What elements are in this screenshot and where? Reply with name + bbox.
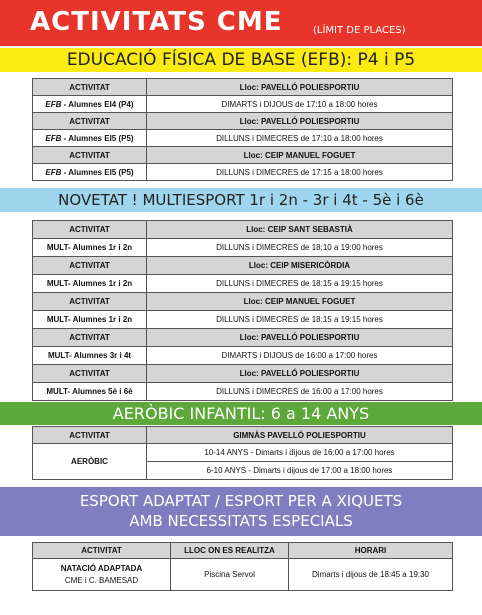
schedule-cell: DILLUNS i DIMECRES de 17:10 a 18:00 hores (147, 130, 453, 147)
page-subtitle: (LÍMIT DE PLACES) (313, 25, 406, 36)
activity-cell (33, 164, 147, 181)
activity-cell (33, 130, 147, 147)
adapted-header-schedule: HORARI (289, 543, 453, 559)
activity-prefix: EFB (45, 133, 62, 143)
header-activity: ACTIVITAT (33, 293, 147, 311)
adapted-schedule: Dimarts i dijous de 18:45 a 19:30 (289, 559, 453, 591)
activity-cell (33, 383, 147, 401)
adapted-table (32, 542, 453, 591)
activity-label: MULT- Alumnes 1r i 2n (46, 315, 133, 324)
adapted-activity-line2: CME i C. BAMESAD (64, 576, 139, 585)
schedule-cell: DIMARTS i DIJOUS de 17:10 a 18:00 hores (147, 96, 453, 113)
schedule-cell: DILLUNS i DIMECRES de 18:15 a 19:15 hores (147, 311, 453, 329)
header-location: Lloc: CEIP MANUEL FOGUET (147, 293, 453, 311)
top-banner (0, 0, 482, 46)
table-header-row (33, 257, 453, 275)
table-row (33, 130, 453, 147)
schedule-cell: DILLUNS i DIMECRES de 16:00 a 17:00 hores (147, 383, 453, 401)
table-header-row (33, 221, 453, 239)
table-row (33, 347, 453, 365)
adapted-header-activity: ACTIVITAT (33, 543, 171, 559)
header-location: Lloc: CEIP SANT SEBASTIÀ (147, 221, 453, 239)
aerobic-activity: AERÒBIC (33, 444, 147, 480)
header-location: Lloc: PAVELLÓ POLIESPORTIU (147, 79, 453, 96)
aerobic-heading: AERÒBIC INFANTIL: 6 a 14 ANYS (0, 402, 482, 425)
schedule-cell: DIMARTS i DIJOUS de 16:00 a 17:00 hores (147, 347, 453, 365)
table-header-row (33, 147, 453, 164)
header-activity: ACTIVITAT (33, 147, 147, 164)
table-row (33, 239, 453, 257)
activity-prefix: EFB (45, 167, 62, 177)
activity-label: MULT- Alumnes 5è i 6è (46, 387, 133, 396)
page-title: ACTIVITATS CME (30, 7, 283, 37)
header-activity: ACTIVITAT (33, 221, 147, 239)
header-activity: ACTIVITAT (33, 113, 147, 130)
header-location: Lloc: PAVELLÓ POLIESPORTIU (147, 365, 453, 383)
schedule-cell: DILLUNS i DIMECRES de 18:10 a 19:00 hores (147, 239, 453, 257)
aerobic-header-location: GIMNÀS PAVELLÓ POLIESPORTIU (147, 427, 453, 444)
aerobic-slot: 10-14 ANYS - Dimarts i dijous de 16:00 a 17:00 hores (147, 444, 453, 462)
activity-label: - Alumnes EI5 (P5) (61, 167, 134, 177)
header-activity: ACTIVITAT (33, 79, 147, 96)
header-activity: ACTIVITAT (33, 329, 147, 347)
table-row (33, 311, 453, 329)
activity-cell (33, 347, 147, 365)
header-activity: ACTIVITAT (33, 257, 147, 275)
schedule-cell: DILLUNS i DIMECRES de 18:15 a 19:15 hores (147, 275, 453, 293)
efb-heading: EDUCACIÓ FÍSICA DE BASE (EFB): P4 i P5 (0, 48, 482, 72)
activity-cell (33, 275, 147, 293)
aerobic-header-activity: ACTIVITAT (33, 427, 147, 444)
activity-label: MULT- Alumnes 1r i 2n (46, 243, 133, 252)
table-header-row (33, 79, 453, 96)
table-row (33, 383, 453, 401)
header-location: Lloc: CEIP MANUEL FOGUET (147, 147, 453, 164)
activity-cell (33, 311, 147, 329)
table-row (33, 164, 453, 181)
header-location: Lloc: PAVELLÓ POLIESPORTIU (147, 113, 453, 130)
table-row (33, 96, 453, 113)
activity-prefix: EFB (45, 99, 62, 109)
activity-cell (33, 96, 147, 113)
adapted-activity-line1: NATACIÓ ADAPTADA (60, 564, 143, 573)
aerobic-slot: 6-10 ANYS - Dimarts i dijous de 17:00 a 18:00 hores (147, 462, 453, 480)
schedule-cell: DILLUNS i DIMECRES de 17:15 a 18:00 hores (147, 164, 453, 181)
adapted-heading (0, 487, 482, 536)
table-header-row (33, 365, 453, 383)
multi-heading: NOVETAT ! MULTIESPORT 1r i 2n - 3r i 4t - 5è i 6è (0, 188, 482, 212)
aerobic-table (32, 426, 453, 480)
activity-label: MULT- Alumnes 1r i 2n (46, 279, 133, 288)
table-row (33, 275, 453, 293)
header-location: Lloc: CEIP MISERICÒRDIA (147, 257, 453, 275)
activity-cell (33, 239, 147, 257)
table-header-row (33, 329, 453, 347)
adapted-heading-line2: AMB NECESSITATS ESPECIALS (129, 512, 353, 530)
header-activity: ACTIVITAT (33, 365, 147, 383)
activity-label: MULT- Alumnes 3r i 4t (47, 351, 132, 360)
adapted-activity (33, 559, 171, 591)
multiesport-table (32, 220, 453, 401)
header-location: Lloc: PAVELLÓ POLIESPORTIU (147, 329, 453, 347)
table-header-row (33, 293, 453, 311)
activity-label: - Alumnes EI5 (P5) (61, 133, 134, 143)
adapted-heading-line1: ESPORT ADAPTAT / ESPORT PER A XIQUETS (79, 492, 403, 510)
table-header-row (33, 113, 453, 130)
activity-label: - Alumnes EI4 (P4) (61, 99, 134, 109)
adapted-place: Piscina Servol (171, 559, 289, 591)
adapted-header-place: LLOC ON ES REALITZA (171, 543, 289, 559)
efb-table (32, 78, 453, 181)
